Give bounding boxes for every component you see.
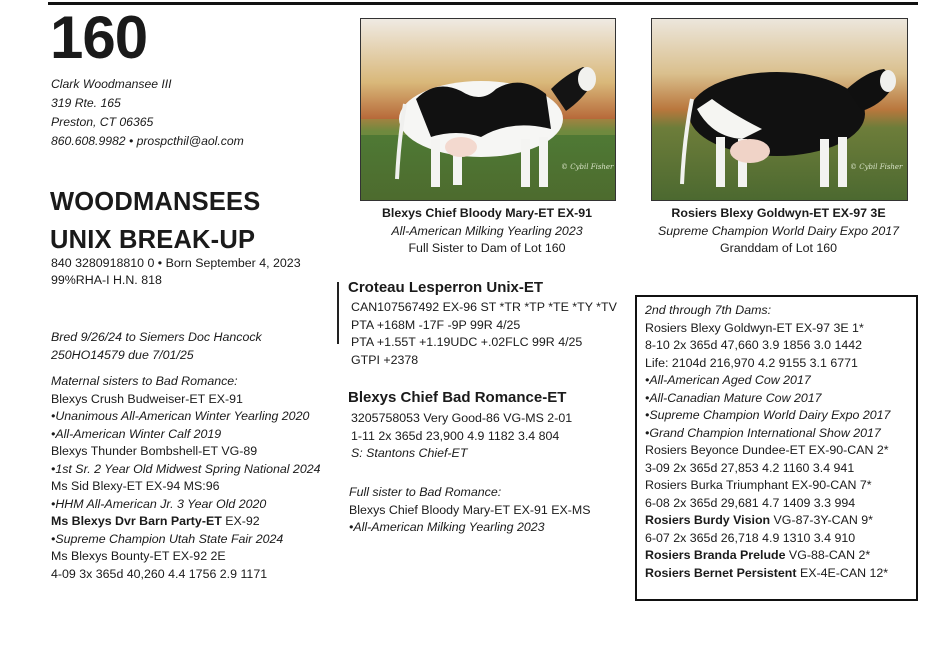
record-line: 6-07 2x 365d 26,718 4.9 1310 3.4 910 bbox=[645, 530, 856, 545]
photo-watermark: © Cybil Fisher bbox=[850, 163, 903, 171]
owner-address-2: Preston, CT 06365 bbox=[51, 115, 154, 129]
record-bold-name: Rosiers Bernet Persistent bbox=[645, 565, 797, 580]
sire-line: CAN107567492 EX-96 ST *TR *TP *TE *TY *TV bbox=[351, 300, 617, 314]
dams-list bbox=[645, 320, 890, 583]
record-rest: EX-4E-CAN 12* bbox=[796, 565, 889, 580]
photo-bloody-mary bbox=[360, 18, 616, 201]
record-bold-name: Rosiers Branda Prelude bbox=[645, 548, 786, 562]
photo-goldwyn-caption bbox=[630, 205, 927, 258]
dams-box bbox=[635, 295, 918, 601]
record-line: Rosiers Beyonce Dundee-ET EX-90-CAN 2* bbox=[645, 443, 889, 457]
full-sister-award: •All-American Milking Yearling 2023 bbox=[349, 520, 545, 534]
lot-number: 160 bbox=[50, 4, 148, 71]
photo-watermark: © Cybil Fisher bbox=[561, 163, 614, 171]
record-line: Life: 2104d 216,970 4.2 9155 3.1 6771 bbox=[645, 355, 858, 370]
top-rule bbox=[48, 2, 918, 5]
record-line: •All-American Aged Cow 2017 bbox=[645, 373, 811, 387]
record-bold-name: Rosiers Burdy Vision bbox=[645, 513, 771, 527]
record-line: Ms Sid Blexy-ET EX-94 MS:96 bbox=[51, 479, 220, 493]
sire-name: Croteau Lesperron Unix-ET bbox=[348, 279, 544, 296]
record-bold-name: Ms Blexys Dvr Barn Party-ET bbox=[51, 514, 222, 528]
maternal-list bbox=[51, 391, 321, 584]
record-line: •1st Sr. 2 Year Old Midwest Spring National 2024 bbox=[51, 461, 321, 476]
record-line: Blexys Thunder Bombshell-ET VG-89 bbox=[51, 444, 258, 458]
photo-goldwyn bbox=[651, 18, 908, 201]
dam-line: 1-11 2x 365d 23,900 4.9 1182 3.4 804 bbox=[351, 428, 560, 443]
record-line: 6-08 2x 365d 29,681 4.7 1409 3.3 994 bbox=[645, 495, 856, 510]
dam-line: 3205758053 Very Good-86 VG-MS 2-01 bbox=[351, 411, 573, 425]
full-sister-name: Blexys Chief Bloody Mary-ET EX-91 EX-MS bbox=[349, 502, 591, 517]
record-line: •All-American Winter Calf 2019 bbox=[51, 426, 222, 441]
record-line: •Unanimous All-American Winter Yearling 2020 bbox=[51, 409, 310, 423]
owner-address-1: 319 Rte. 165 bbox=[51, 96, 121, 110]
caption-name: Blexys Chief Bloody Mary-ET EX-91 bbox=[381, 206, 592, 220]
record-line: •HHM All-American Jr. 3 Year Old 2020 bbox=[51, 496, 267, 511]
record-rest: VG-87-3Y-CAN 9* bbox=[770, 513, 873, 527]
record-line: Ms Blexys Bounty-ET EX-92 2E bbox=[51, 549, 226, 563]
record-line: Blexys Crush Budweiser-ET EX-91 bbox=[51, 391, 243, 406]
animal-name-line-1: WOODMANSEES bbox=[50, 188, 261, 216]
sire-line: GTPI +2378 bbox=[351, 352, 419, 367]
record-line: •Grand Champion International Show 2017 bbox=[645, 425, 881, 440]
maternal-heading: Maternal sisters to Bad Romance: bbox=[51, 374, 238, 388]
sire-divider bbox=[337, 282, 339, 344]
record-line: •All-Canadian Mature Cow 2017 bbox=[645, 390, 822, 405]
animal-details bbox=[51, 255, 301, 289]
record-line bbox=[645, 512, 890, 530]
maternal-sisters bbox=[51, 373, 321, 583]
dams-heading: 2nd through 7th Dams: bbox=[645, 303, 772, 317]
record-line: •Supreme Champion World Dairy Expo 2017 bbox=[645, 408, 891, 422]
caption-relation: Full Sister to Dam of Lot 160 bbox=[408, 241, 566, 255]
owner-contact: 860.608.9982 • prospcthil@aol.com bbox=[51, 134, 244, 148]
dams-content bbox=[645, 302, 890, 582]
record-line bbox=[51, 513, 321, 531]
record-line bbox=[645, 547, 890, 565]
photo-bloody-mary-caption bbox=[340, 205, 634, 258]
caption-award: Supreme Champion World Dairy Expo 2017 bbox=[657, 223, 900, 238]
dam-details bbox=[351, 410, 572, 463]
full-sister bbox=[349, 484, 590, 537]
caption-award: All-American Milking Yearling 2023 bbox=[391, 223, 583, 238]
full-sister-heading: Full sister to Bad Romance: bbox=[349, 485, 502, 499]
animal-name bbox=[50, 183, 260, 259]
record-rest: VG-88-CAN 2* bbox=[785, 548, 871, 562]
due-line: 250HO14579 due 7/01/25 bbox=[51, 347, 194, 362]
record-rest: EX-92 bbox=[221, 514, 260, 528]
breeding-info bbox=[51, 329, 262, 364]
sire-line: PTA +1.55T +1.19UDC +.02FLC 99R 4/25 bbox=[351, 335, 583, 349]
caption-relation: Granddam of Lot 160 bbox=[719, 241, 838, 255]
sire-details bbox=[351, 299, 617, 369]
record-line: 8-10 2x 365d 47,660 3.9 1856 3.0 1442 bbox=[645, 338, 863, 352]
animal-name-line-2: UNIX BREAK-UP bbox=[50, 226, 256, 254]
record-line: 3-09 2x 365d 27,853 4.2 1160 3.4 941 bbox=[645, 460, 855, 475]
dam-sire-line: S: Stantons Chief-ET bbox=[351, 446, 468, 460]
cow-photo-image bbox=[361, 19, 615, 200]
dam-name: Blexys Chief Bad Romance-ET bbox=[348, 389, 567, 406]
record-line: Rosiers Blexy Goldwyn-ET EX-97 3E 1* bbox=[645, 320, 864, 335]
record-line: •Supreme Champion Utah State Fair 2024 bbox=[51, 531, 284, 546]
animal-id-born: 840 3280918810 0 • Born September 4, 2023 bbox=[51, 256, 301, 270]
record-line: Rosiers Burka Triumphant EX-90-CAN 7* bbox=[645, 478, 872, 492]
owner-info bbox=[51, 75, 244, 151]
cow-photo-image bbox=[652, 19, 907, 200]
bred-line: Bred 9/26/24 to Siemers Doc Hancock bbox=[51, 330, 262, 344]
record-line: 4-09 3x 365d 40,260 4.4 1756 2.9 1171 bbox=[51, 566, 268, 581]
sire-line: PTA +168M -17F -9P 99R 4/25 bbox=[351, 317, 521, 332]
caption-name: Rosiers Blexy Goldwyn-ET EX-97 3E bbox=[671, 206, 886, 220]
animal-rha: 99%RHA-I H.N. 818 bbox=[51, 273, 162, 287]
record-line bbox=[645, 565, 890, 583]
owner-name: Clark Woodmansee III bbox=[51, 77, 172, 91]
